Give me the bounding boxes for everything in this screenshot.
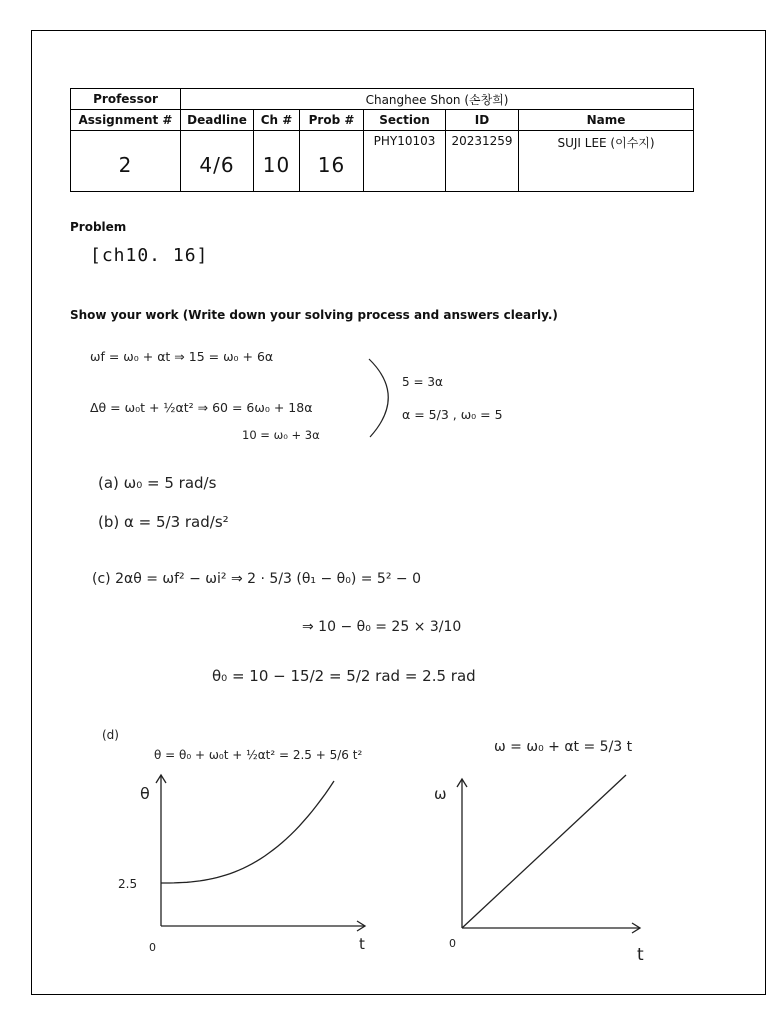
omega-graph-y-label: ω <box>434 785 447 803</box>
side-line-2: α = 5/3 , ω₀ = 5 <box>402 407 503 422</box>
col-deadline: Deadline <box>181 110 254 131</box>
name-value: SUJI LEE (이수지) <box>557 136 655 150</box>
omega-graph-origin: 0 <box>449 937 456 950</box>
assignment-sheet <box>31 30 766 995</box>
answer-c-line-2: ⇒ 10 − θ₀ = 25 × 3/10 <box>302 619 462 635</box>
work-label: Show your work (Write down your solving process and answers clearly.) <box>70 308 558 322</box>
col-id: ID <box>446 110 519 131</box>
professor-value: Changhee Shon (손창희) <box>181 89 694 110</box>
theta-graph <box>118 775 365 954</box>
problem-handwritten: [ch10. 16] <box>90 245 209 266</box>
theta-graph-y-label: θ <box>140 784 150 803</box>
answer-b: (b) α = 5/3 rad/s² <box>98 513 229 531</box>
theta-curve <box>161 781 334 883</box>
col-chapter: Ch # <box>254 110 300 131</box>
omega-graph <box>434 775 644 965</box>
col-name: Name <box>519 110 694 131</box>
omega-line <box>462 775 626 928</box>
omega-equation: ω = ω₀ + αt = 5/3 t <box>494 739 633 755</box>
col-assignment: Assignment # <box>71 110 181 131</box>
col-problem: Prob # <box>300 110 364 131</box>
professor-label: Professor <box>71 89 181 110</box>
eq-line-2: Δθ = ω₀t + ½αt² ⇒ 60 = 6ω₀ + 18α <box>90 400 313 415</box>
omega-graph-x-label: t <box>637 945 644 965</box>
side-line-1: 5 = 3α <box>402 375 443 389</box>
deadline-value: 4/6 <box>199 153 235 177</box>
answer-c-line-3: θ₀ = 10 − 15/2 = 5/2 rad = 2.5 rad <box>212 667 476 685</box>
handwritten-work <box>32 31 765 994</box>
chapter-value: 10 <box>262 153 291 177</box>
theta-graph-x-label: t <box>359 935 365 953</box>
problem-label: Problem <box>70 220 127 234</box>
assignment-value: 2 <box>118 153 133 177</box>
theta-graph-intercept: 2.5 <box>118 877 138 891</box>
answer-c-line-1: (c) 2αθ = ωf² − ωi² ⇒ 2 · 5/3 (θ₁ − θ₀) = 5² − 0 <box>92 571 421 587</box>
theta-graph-origin: 0 <box>149 941 156 954</box>
system-brace <box>369 359 388 437</box>
id-value: 20231259 <box>451 134 513 148</box>
part-d-label: (d) <box>102 728 119 742</box>
col-section: Section <box>364 110 446 131</box>
eq-line-1: ωf = ω₀ + αt ⇒ 15 = ω₀ + 6α <box>90 349 274 364</box>
theta-equation: θ = θ₀ + ω₀t + ½αt² = 2.5 + 5/6 t² <box>154 748 363 762</box>
eq-line-3: 10 = ω₀ + 3α <box>242 428 320 442</box>
section-value: PHY10103 <box>373 134 436 148</box>
answer-a: (a) ω₀ = 5 rad/s <box>98 474 217 492</box>
problem-value: 16 <box>317 153 346 177</box>
